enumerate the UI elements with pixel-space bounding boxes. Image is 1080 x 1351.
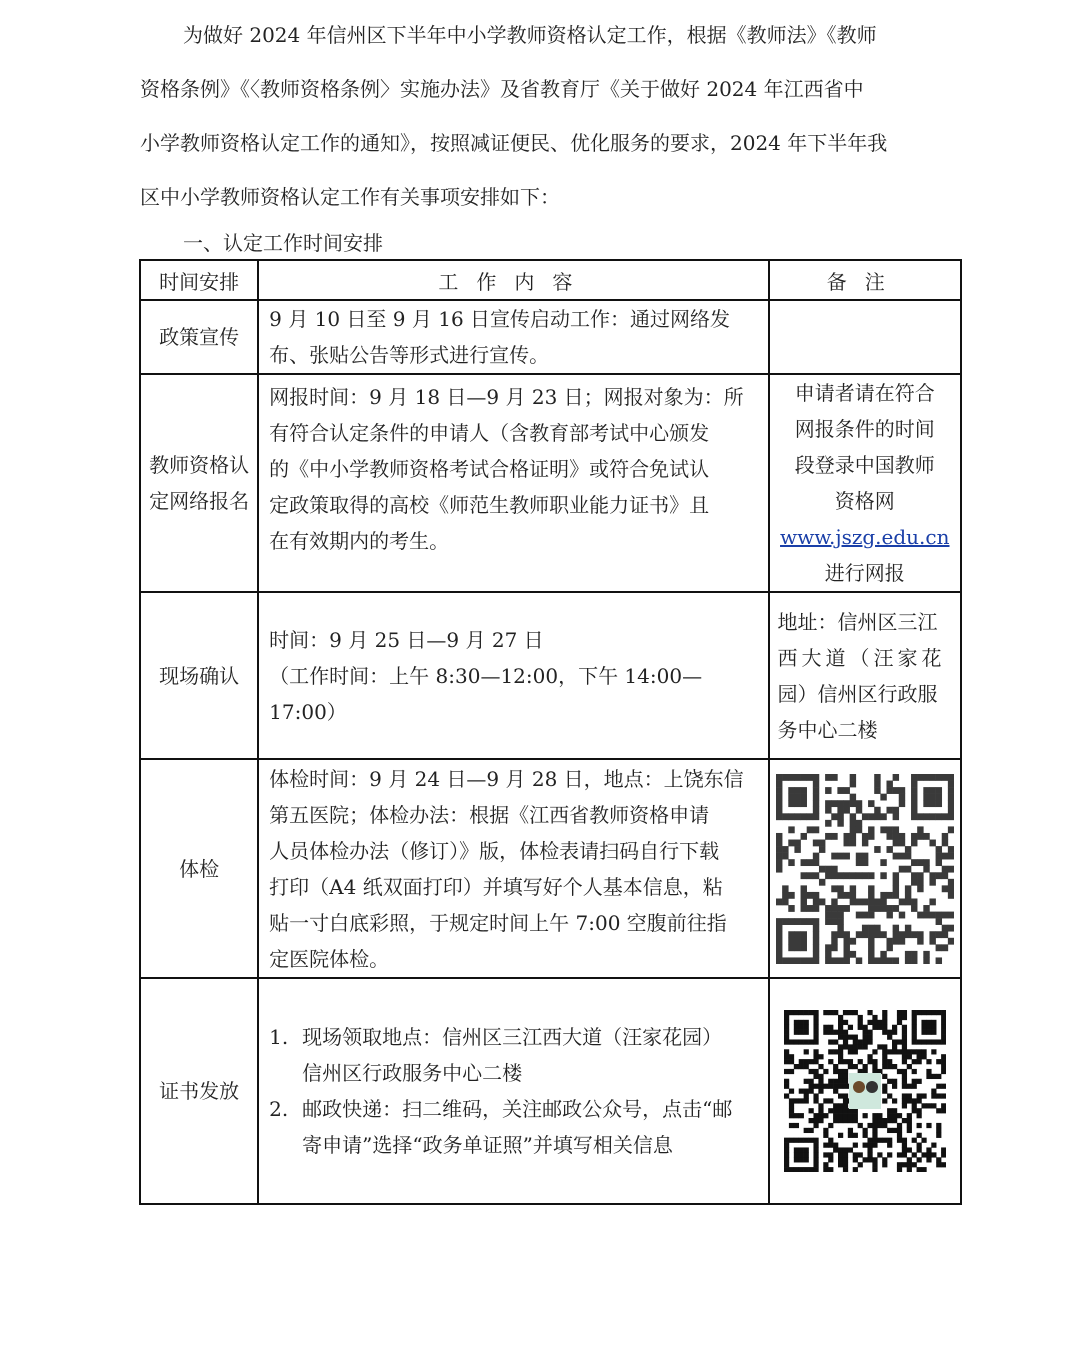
list-text: 邮政快递：扫二维码，关注邮政公众号，点击“邮 [302,1097,733,1121]
row-item [140,374,258,592]
note-line: 资格网 [834,489,895,513]
note-line: 务中心二楼 [777,717,878,742]
postal-service-qr-code-icon[interactable] [784,1010,946,1172]
item-text: 证书发放 [159,1079,240,1103]
list-item [269,1019,759,1055]
item-text: 政策宣传 [159,325,240,349]
row-note [769,978,961,1204]
item-text: 定网络报名 [149,489,250,513]
note-line: 申请者请在符合 [794,381,935,405]
header-content: 工作内容 [258,260,768,300]
list-text: 寄申请”选择“政务单证照”并填写相关信息 [302,1133,673,1157]
content-line: 布、张贴公告等形式进行宣传。 [269,343,550,367]
content-line: 定医院体检。 [269,946,390,971]
row-note [769,300,961,374]
row-content [258,300,768,374]
content-line: 17:00） [269,699,347,724]
table-row [140,759,961,978]
item-text: 体检 [179,856,220,881]
item-text: 教师资格认 [149,453,250,477]
content-line: 定政策取得的高校《师范生教师职业能力证书》且 [269,493,710,517]
intro-line: 资格条例》《〈教师资格条例〉实施办法》及省教育厅《关于做好 2024 年江西省中 [140,77,864,101]
jszg-website-link[interactable]: www.jszg.edu.cn [780,525,950,549]
row-note [769,592,961,759]
note-line: 进行网报 [824,561,905,585]
content-line: 9 月 10 日至 9 月 16 日宣传启动工作：通过网络发 [269,307,731,331]
schedule-table [139,259,962,1205]
note-line: 西大道（汪家花 [777,645,946,670]
intro-paragraph [140,14,950,230]
intro-line: 为做好 2024 年信州区下半年中小学教师资格认定工作，根据《教师法》《教师 [183,23,877,47]
list-number: 2. [269,1097,289,1121]
row-content [258,374,768,592]
table-row [140,978,961,1204]
header-time: 时间安排 [140,260,258,300]
row-content [258,978,768,1204]
table-header-row [140,260,961,300]
header-note: 备注 [769,260,961,300]
item-text: 现场确认 [159,663,240,688]
content-line: （工作时间：上午 8:30—12:00，下午 14:00— [269,663,703,688]
list-text: 信州区行政服务中心二楼 [302,1061,523,1085]
content-line: 体检时间：9 月 24 日—9 月 28 日，地点：上饶东信 [269,766,744,791]
intro-line: 区中小学教师资格认定工作有关事项安排如下： [140,185,560,209]
row-item [140,300,258,374]
health-form-qr-code-icon[interactable] [776,774,954,964]
content-line: 网报时间：9 月 18 日—9 月 23 日；网报对象为：所 [269,385,744,409]
table-row [140,300,961,374]
content-line: 第五医院；体检办法：根据《江西省教师资格申请 [269,802,710,827]
list-number: 1. [269,1025,289,1049]
row-note [769,374,961,592]
content-line: 贴一寸白底彩照，于规定时间上午 7:00 空腹前往指 [269,910,727,935]
row-item [140,592,258,759]
section-title: 一、认定工作时间安排 [183,231,383,255]
row-item [140,759,258,978]
row-content [258,592,768,759]
list-text: 现场领取地点：信州区三江西大道（汪家花园） [302,1025,723,1049]
note-line: 地址：信州区三江 [777,609,938,634]
note-line: 段登录中国教师 [794,453,935,477]
row-content [258,759,768,978]
content-line: 有符合认定条件的申请人（含教育部考试中心颁发 [269,421,710,445]
note-line: 网报条件的时间 [794,417,935,441]
content-line: 的《中小学教师资格考试合格证明》或符合免试认 [269,457,710,481]
row-note [769,759,961,978]
intro-line: 小学教师资格认定工作的通知》，按照减证便民、优化服务的要求，2024 年下半年我 [140,131,888,155]
content-line: 时间：9 月 25 日—9 月 27 日 [269,627,544,652]
note-line: 园）信州区行政服 [777,681,938,706]
row-item [140,978,258,1204]
content-line: 打印（A4 纸双面打印）并填写好个人基本信息，粘 [269,874,723,899]
list-item [269,1091,759,1127]
content-line: 在有效期内的考生。 [269,529,450,553]
table-row [140,374,961,592]
table-row [140,592,961,759]
content-line: 人员体检办法（修订）》版，体检表请扫码自行下载 [269,838,720,863]
